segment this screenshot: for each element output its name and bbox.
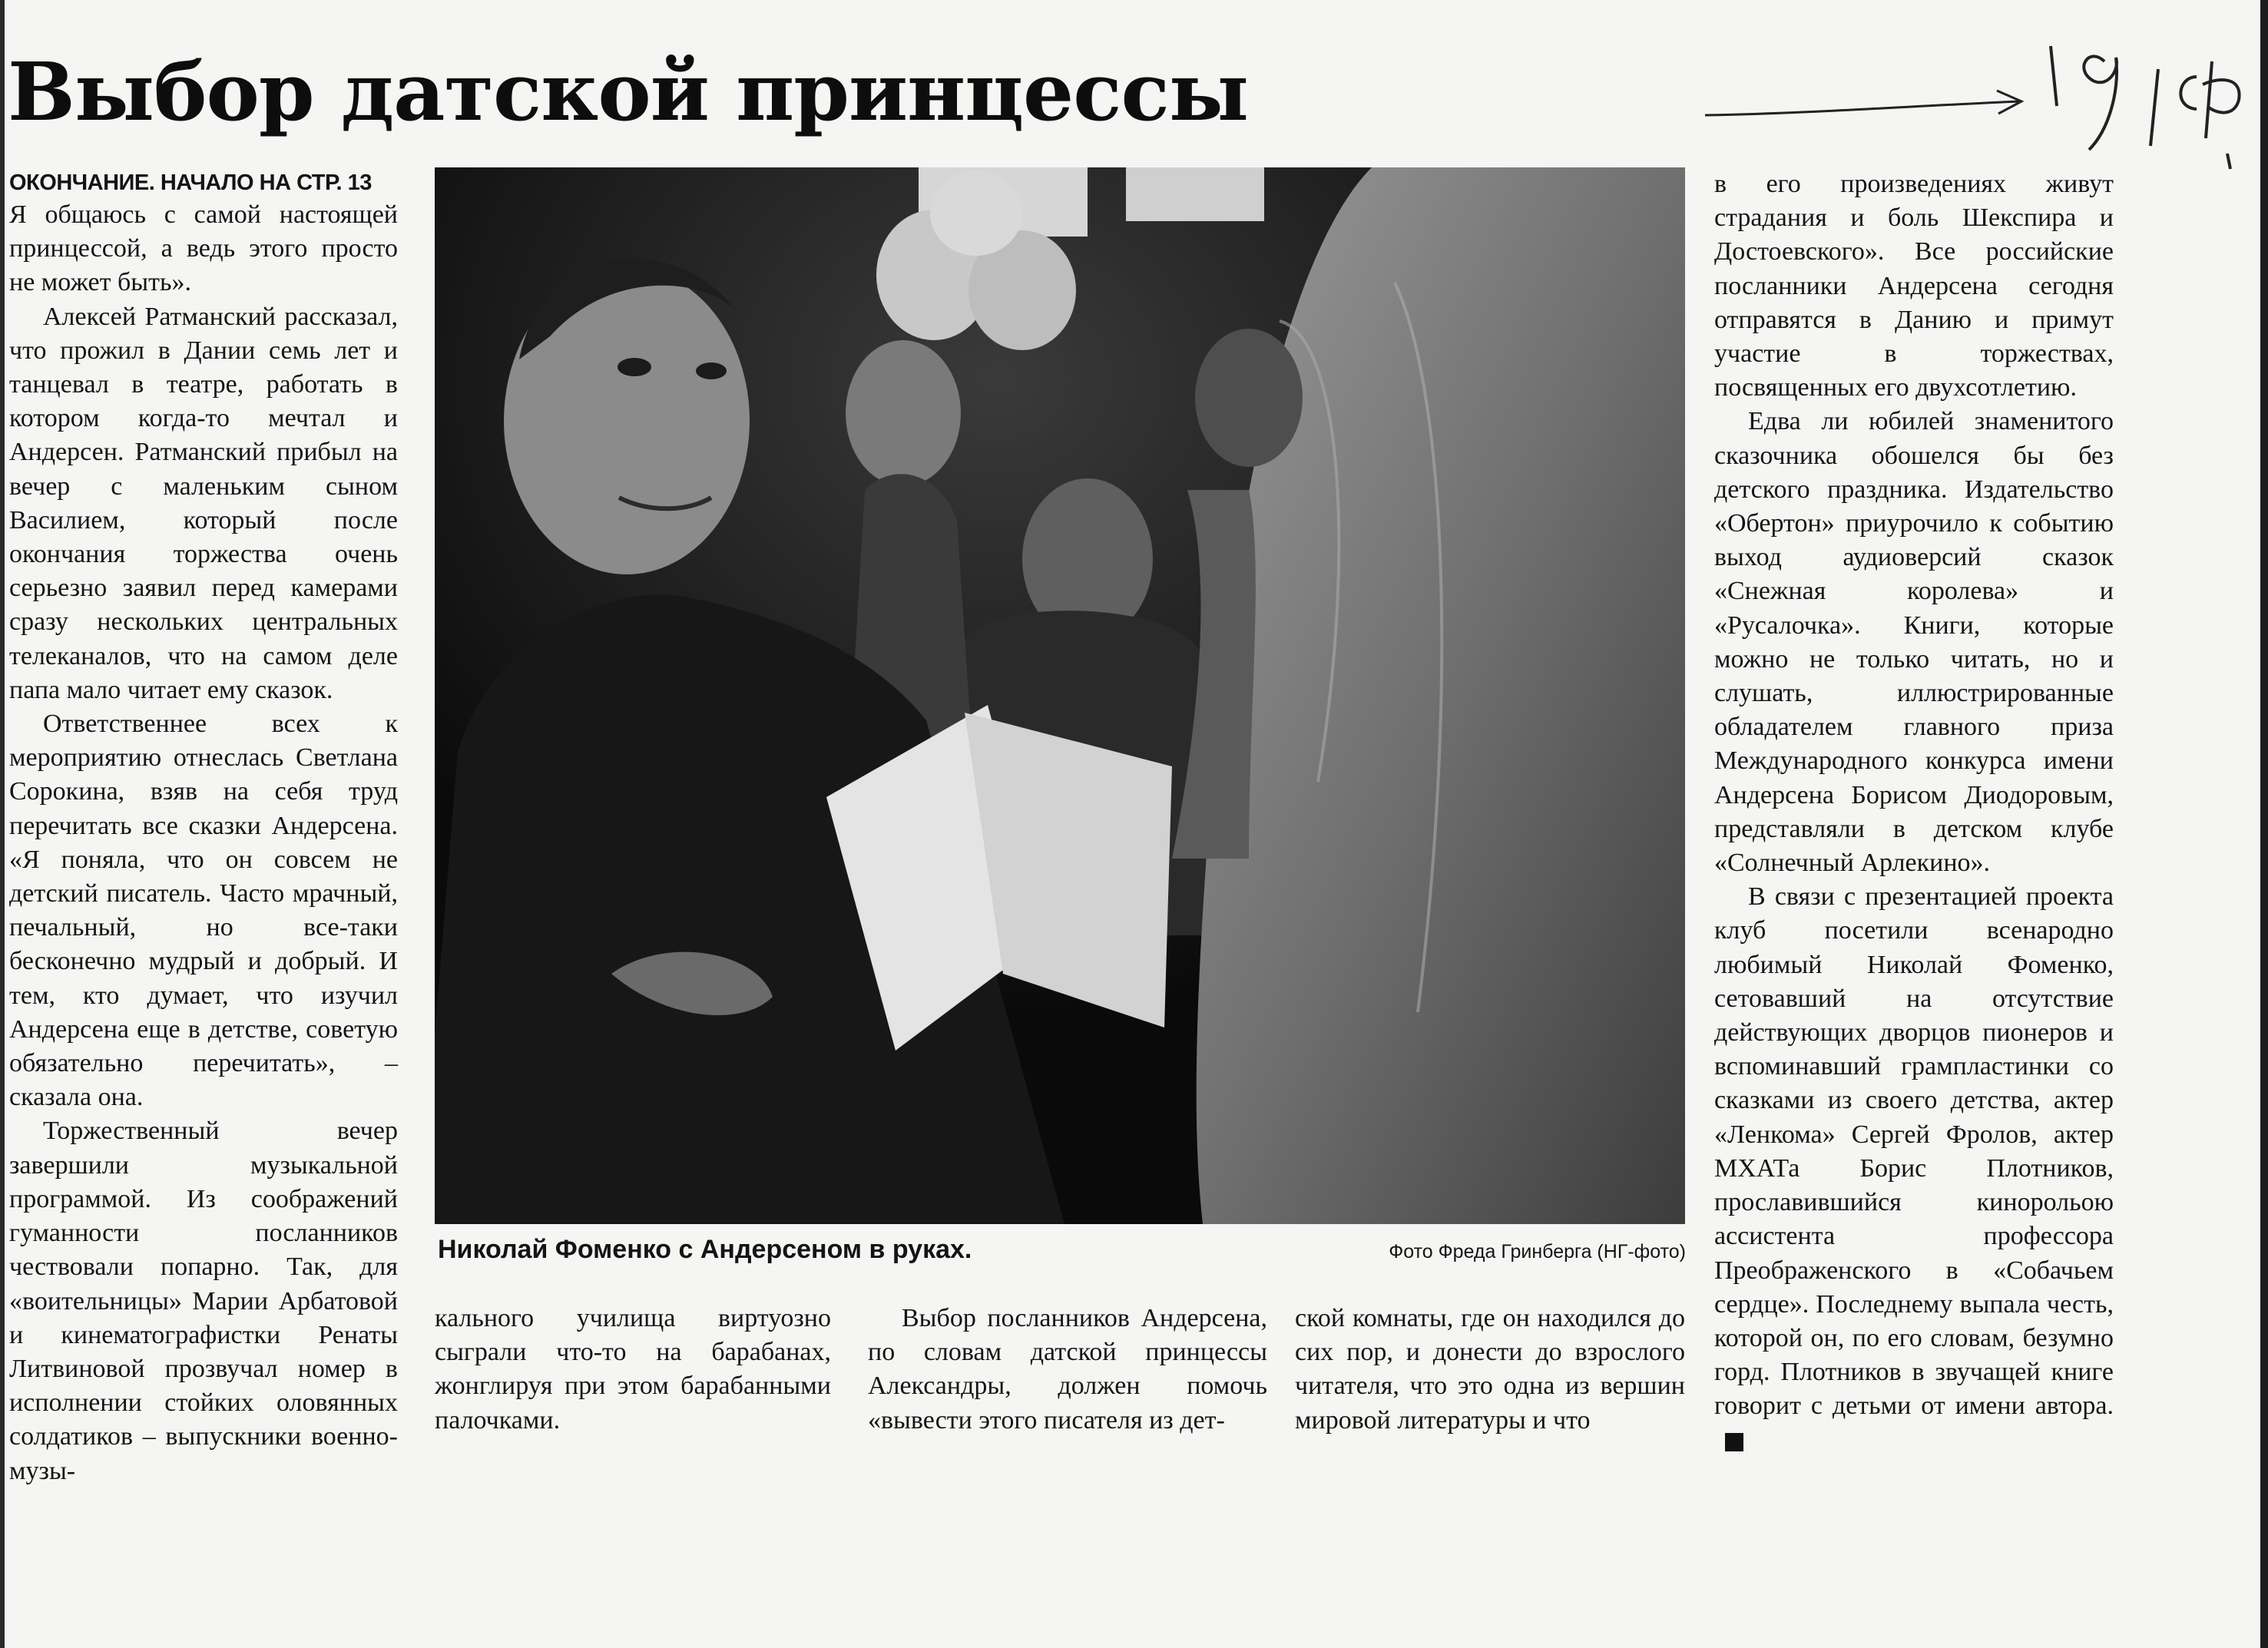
article-column-bottom-1 [435, 1302, 831, 1438]
paragraph: Ответственнее всех к мероприятию отнеслась Светлана Сорокина, взяв на себя труд перечитать все сказки Андерсена. «Я поняла, что он совсем не детский писатель. Часто мрачный, печальный, но все-таки бесконечно мудрый и добрый. И тем, кто думает, что изучил Андерсена еще в детстве, советую обязательно перечитать», – сказала она. [9, 710, 398, 1112]
end-of-article-mark [1725, 1433, 1743, 1451]
continuation-kicker: ОКОНЧАНИЕ. НАЧАЛО НА СТР. 13 [9, 170, 372, 195]
paragraph: Выбор посланников Андерсена, по словам датской принцессы Александры, должен помочь «вывести этого писателя из дет- [868, 1304, 1267, 1435]
article-column-4 [1714, 167, 2114, 1458]
article-column-bottom-2 [868, 1302, 1267, 1438]
scan-edge-right [2260, 0, 2268, 1648]
paragraph: кального училища виртуозно сыграли что-то на барабанах, жонглируя при этом барабанными палочками. [435, 1304, 831, 1435]
paragraph-text: В связи с презентацией проекта клуб посетили всенародно любимый Николай Фоменко, сетовавший на отсутствие действующих дворцов пионеров и вспоминавший грампластинки со сказками из своего детства, актер «Ленкома» Сергей Фролов, актер МХАТа Борис Плотников, прославившийся кинорольою ассистента профессора Преображенского в «Собачьем сердце». Последнему выпала честь, которой он, по его словам, безумно горд. Плотников в звучащей книге говорит с детьми от имени автора. [1714, 882, 2114, 1421]
paragraph: Едва ли юбилей знаменитого сказочника обошелся бы без детского праздника. Издательство «Обертон» приурочило к событию выход аудиоверсий сказок «Снежная королева» и «Русалочка». Книги, которые можно не только читать, но и слушать, иллюстрированные обладателем главного приза Международного конкурса имени Андерсена Борисом Диодоровым, представляли в детском клубе «Солнечный Арлекино». [1714, 407, 2114, 878]
paragraph: Торжественный вечер завершили музыкальной программой. Из соображений гуманности посланников чествовали попарно. Так, для «воительницы» Марии Арбатовой и кинематографистки Ренаты Литвиновой прозвучал номер в исполнении стойких оловянных солдатиков – выпускники военно-музы- [9, 1117, 398, 1485]
scan-edge-left [0, 0, 5, 1648]
headline: Выбор датской принцессы [8, 45, 1249, 139]
handwritten-note [1690, 15, 2258, 192]
article-column-bottom-3 [1295, 1302, 1685, 1438]
paragraph: Я общаюсь с самой настоящей принцессой, а ведь этого просто не может быть». [9, 200, 398, 297]
paragraph: в его произведениях живут страдания и боль Шекспира и Достоевского». Все российские посланники Андерсена сегодня отправятся в Данию и примут участие в торжествах, посвященных его двухсотлетию. [1714, 170, 2114, 402]
paragraph: ской комнаты, где он находился до сих пор, и донести до взрослого читателя, что это одна из вершин мировой литературы и что [1295, 1304, 1685, 1435]
paragraph: Алексей Ратманский рассказал, что прожил в Дании семь лет и танцевал в театре, работать в котором когда-то мечтал и Андерсен. Ратманский прибыл на вечер с маленьким сыном Василием, который после окончания торжества очень серьезно заявил перед камерами сразу нескольких центральных телеканалов, что на самом деле папа мало читает ему сказок. [9, 302, 398, 704]
article-column-1 [9, 167, 398, 1488]
photo-illustration [435, 167, 1685, 1224]
article-photo [435, 167, 1685, 1224]
photo-credit: Фото Фреда Гринберга (НГ-фото) [1389, 1241, 1686, 1262]
photo-caption: Николай Фоменко с Андерсеном в руках. [438, 1235, 972, 1264]
paragraph [1714, 880, 2114, 1457]
